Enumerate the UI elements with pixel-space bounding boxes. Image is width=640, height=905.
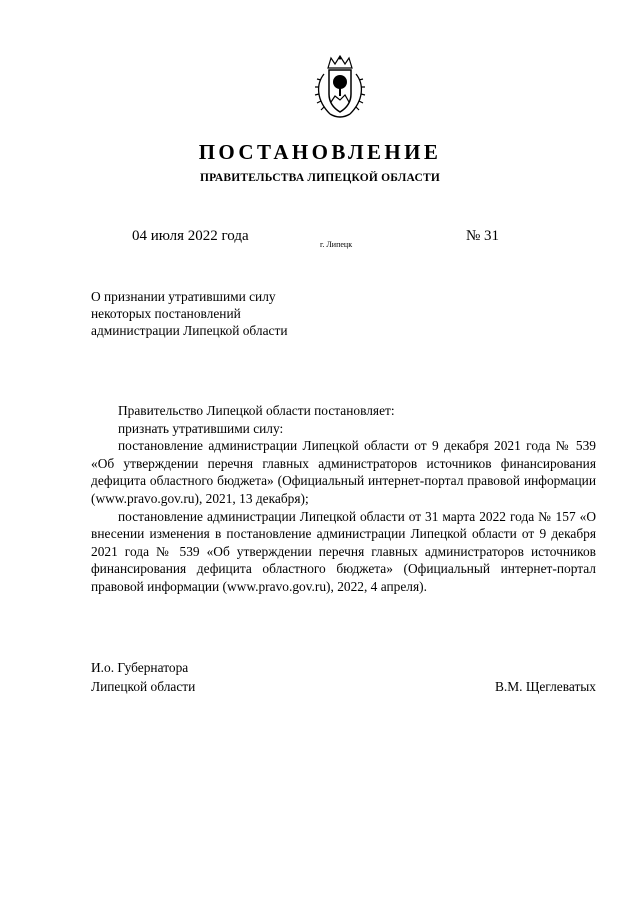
document-subtitle: ПРАВИТЕЛЬСТВА ЛИПЕЦКОЙ ОБЛАСТИ [200,172,440,184]
document-number: № 31 [466,228,500,244]
body-paragraph: постановление администрации Липецкой области от 9 декабря 2021 года № 539 «Об утверждении перечня главных администраторов источников финансирования дефицита областного бюджета» (Официальный интернет-портал правовой информации (www.pravo.gov.ru), 2021, 13 декабря); [91,438,596,506]
body-paragraph: постановление администрации Липецкой области от 31 марта 2022 года № 157 «О внесении изменения в постановление администрации Липецкой области от 9 декабря 2021 года № 539 «Об утверждении перечня главных администраторов источников финансирования дефицита областного бюджета» (Официальный интернет-портал правовой информации (www.pravo.gov.ru), 2022, 4 апреля). [91,508,596,594]
signature-position-line: И.о. Губернатора [91,660,189,675]
coat-of-arms-icon [312,54,368,120]
document-city: г. Липецк [320,240,353,249]
subject-line: О признании утратившими силу [91,289,276,304]
subject-line: некоторых постановлений [91,306,241,321]
signature-position-line: Липецкой области [91,679,196,694]
document-date: 04 июля 2022 года [132,228,249,244]
signature-name: В.М. Щеглеватых [494,679,596,694]
body-paragraph: Правительство Липецкой области постановляет: [118,403,395,418]
signature-position [91,658,195,696]
body-paragraph: признать утратившими силу: [118,420,284,436]
document-subject [91,288,351,339]
subject-line: администрации Липецкой области [91,323,288,338]
document-title: ПОСТАНОВЛЕНИЕ [198,140,442,164]
document-body [91,402,596,596]
